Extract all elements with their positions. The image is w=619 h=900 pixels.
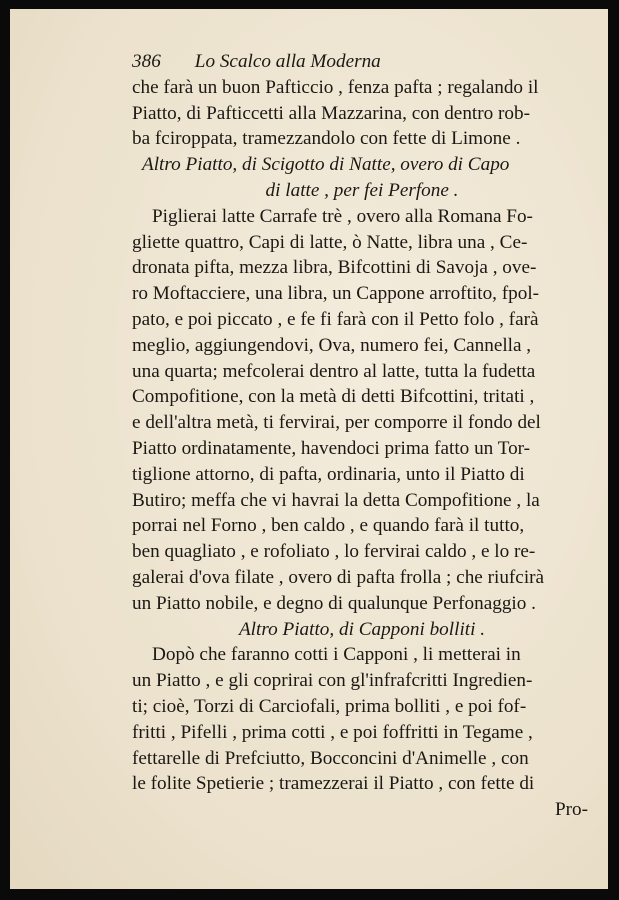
text-line: un Piatto nobile, e degno di qualunque Perfonaggio .	[132, 592, 536, 614]
page-number: 386	[132, 51, 161, 72]
text-line: e dell'altra metà, ti fervirai, per comporre il fondo del	[132, 412, 541, 434]
text-line: meglio, aggiungendovi, Ova, numero fei, Cannella ,	[132, 334, 532, 356]
text-line: ben quagliato , e rofoliato , lo fervirai caldo , e lo re-	[132, 541, 536, 563]
text-line: fritti , Pifelli , prima cotti , e poi foffritti in Tegame ,	[132, 721, 533, 743]
text-line: dronata pifta, mezza libra, Bifcottini di Savoja , ove-	[132, 257, 537, 279]
text-block	[122, 49, 602, 823]
text-line: Butiro; meffa che vi havrai la detta Compofitione , la	[132, 489, 540, 511]
text-line: Dopò che faranno cotti i Capponi , li metterai in	[152, 644, 521, 666]
recipe-heading: di latte , per fei Perfone .	[265, 179, 459, 201]
text-line: fettarelle di Prefciutto, Bocconcini d'Animelle , con	[132, 747, 529, 769]
page-header	[122, 49, 602, 75]
text-line: Piatto ordinatamente, havendoci prima fatto un Tor-	[132, 437, 531, 459]
text-line: una quarta; mefcolerai dentro al latte, tutta la fudetta	[132, 360, 536, 382]
text-line: Piglierai latte Carrafe trè , overo alla Romana Fo-	[152, 205, 533, 227]
text-line: ti; cioè, Torzi di Carciofali, prima bolliti , e poi fof-	[132, 695, 527, 717]
running-head: Lo Scalco alla Moderna	[194, 51, 381, 72]
text-line: tiglione attorno, di pafta, ordinaria, unto il Piatto di	[132, 463, 525, 485]
catchword: Pro-	[554, 799, 588, 821]
text-line: le folite Spetierie ; tramezzerai il Piatto , con fette di	[132, 773, 535, 795]
text-line: pato, e poi piccato , e fe fi farà con il Petto folo , farà	[132, 308, 539, 330]
text-line: galerai d'ova filate , overo di pafta frolla ; che riufcirà	[132, 566, 545, 588]
text-line: Compofitione, con la metà di detti Bifcottini, tritati ,	[132, 386, 535, 408]
recipe-heading: Altro Piatto, di Capponi bolliti .	[238, 618, 486, 640]
text-line: gliette quattro, Capi di latte, ò Natte, libra una , Ce-	[132, 231, 528, 253]
text-line: un Piatto , e gli coprirai con gl'infrafcritti Ingredien-	[132, 670, 533, 692]
text-line: Piatto, di Pafticcetti alla Mazzarina, con dentro rob-	[132, 102, 530, 124]
text-line: che farà un buon Pafticcio , fenza pafta ; regalando il	[132, 76, 539, 98]
book-page	[10, 9, 608, 889]
text-line: Altro Piatto, di Scigotto di Natte, overo di Capo	[142, 154, 510, 176]
text-line: ro Moftacciere, una libra, un Cappone arroftito, fpol-	[132, 283, 540, 305]
text-line: ba fciroppata, tramezzandolo con fette di Limone .	[132, 128, 521, 150]
text-line: porrai nel Forno , ben caldo , e quando farà il tutto,	[132, 515, 525, 537]
